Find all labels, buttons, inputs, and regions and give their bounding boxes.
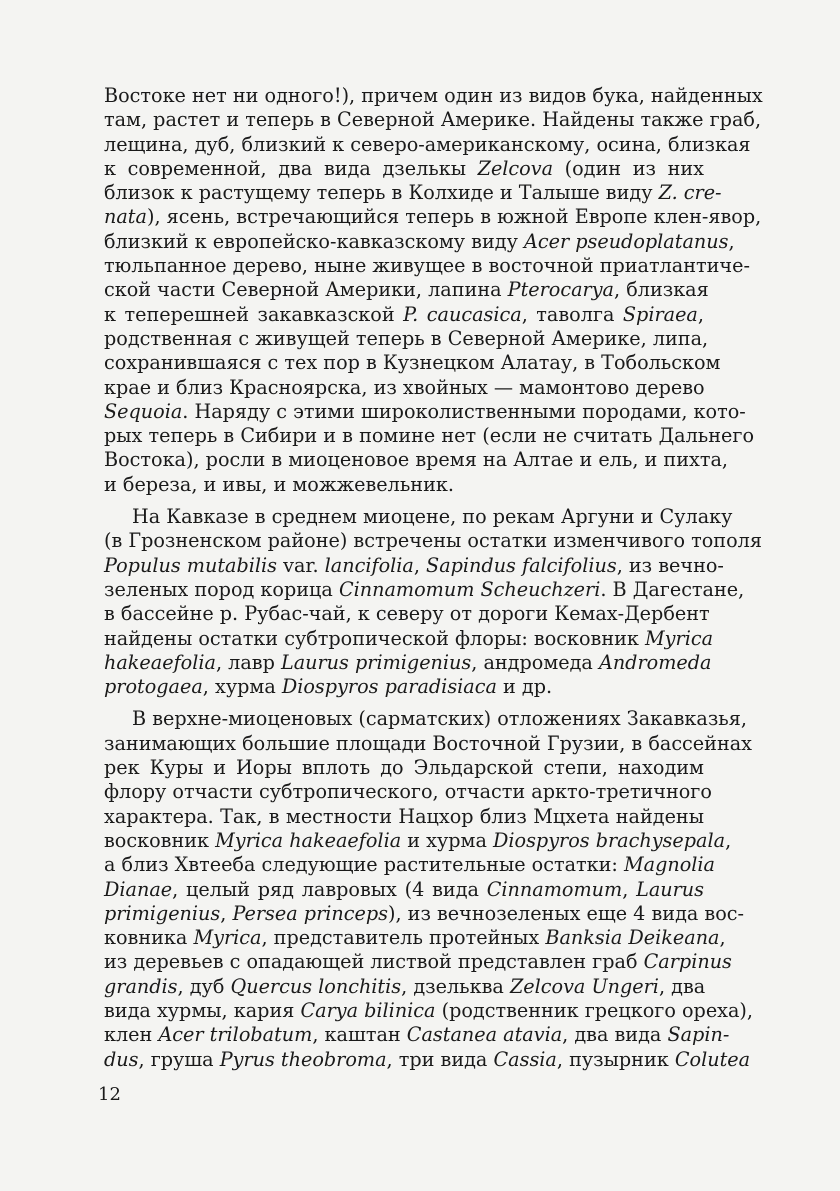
- text-line: Populus mutabilis var. lancifolia, Sapindus falcifolius, из вечно-: [104, 553, 724, 577]
- text-line: ской части Северной Америки, лапина Pterocarya, близкая: [104, 278, 709, 302]
- text-line: там, растет и теперь в Северной Америке. Найдены также граб,: [104, 108, 762, 132]
- text-line: В верхне-миоценовых (сарматских) отложениях Закавказья,: [132, 707, 747, 731]
- paragraph: [104, 84, 763, 497]
- paragraph: [104, 707, 754, 1071]
- text-line: занимающих большие площади Восточной Грузии, в бассейнах: [104, 731, 752, 755]
- paragraph-gap: [104, 497, 704, 505]
- text-line: Востока), росли в миоценовое время на Алтае и ель, и пихта,: [104, 448, 728, 472]
- text-line: флору отчасти субтропического, отчасти аркто-третичного: [104, 780, 712, 804]
- text-line: крае и близ Красноярска, из хвойных — мамонтово дерево: [104, 375, 705, 399]
- text-line: сохранившаяся с тех пор в Кузнецком Алатау, в Тобольском: [104, 351, 721, 375]
- text-line: близок к растущему теперь в Колхиде и Талыше виду Z. cre-: [104, 181, 722, 205]
- text-line: найдены остатки субтропической флоры: восковник Myrica: [104, 626, 714, 650]
- text-line: hakeaefolia, лавр Laurus primigenius, андромеда Andromeda: [104, 650, 712, 674]
- text-line: лещина, дуб, близкий к северо-американскому, осина, близкая: [104, 132, 751, 156]
- text-line: Востоке нет ни одного!), причем один из видов бука, найденных: [104, 84, 763, 107]
- text-line: primigenius, Persea princeps), из вечнозеленых еще 4 вида вос-: [104, 901, 745, 925]
- text-line: grandis, дуб Quercus lonchitis, дзельква Zelcova Ungeri, два: [104, 974, 706, 998]
- text-line: родственная с живущей теперь в Северной Америке, липа,: [104, 326, 709, 350]
- text-line: клен Acer trilobatum, каштан Castanea atavia, два вида Sapin-: [104, 1023, 730, 1047]
- text-line: вида хурмы, кария Carya bilinica (родственник грецкого ореха),: [104, 998, 754, 1022]
- text-line: в бассейне р. Рубас-чай, к северу от дороги Кемах-Дербент: [104, 602, 710, 626]
- text-line: (в Грозненском районе) встречены остатки изменчивого тополя: [104, 529, 762, 553]
- page-number: 12: [98, 1084, 121, 1105]
- body-text: [104, 84, 763, 1072]
- text-line: и береза, и ивы, и можжевельник.: [104, 472, 454, 496]
- text-line: а близ Хвтееба следующие растительные остатки: Magnolia: [104, 853, 715, 877]
- text-line: рых теперь в Сибири и в помине нет (если не считать Дальнего: [104, 424, 755, 448]
- text-line: характера. Так, в местности Нацхор близ Мцхета найдены: [104, 804, 704, 828]
- text-line: к современной, два вида дзелькы Zelcova (один из них: [104, 156, 704, 180]
- text-line: Sequoia. Наряду с этими широколиственными породами, кото-: [104, 399, 746, 423]
- text-line: protogaea, хурма Diospyros paradisiaca и др.: [104, 675, 553, 699]
- text-line: к теперешней закавказской P. caucasica, таволга Spiraea,: [104, 302, 704, 326]
- text-line: рек Куры и Иоры вплоть до Эльдарской степи, находим: [104, 756, 704, 780]
- text-line: восковник Myrica hakeaefolia и хурма Diospyros brachysepala,: [104, 828, 732, 852]
- text-line: nata), ясень, встречающийся теперь в южной Европе клен-явор,: [104, 205, 762, 229]
- text-line: близкий к европейско-кавказскому виду Acer pseudoplatanus,: [104, 229, 735, 253]
- text-line: из деревьев с опадающей листвой представлен граб Carpinus: [104, 950, 732, 974]
- paragraph-gap: [104, 699, 704, 707]
- text-line: тюльпанное дерево, ныне живущее в восточной приатлантиче-: [104, 254, 750, 278]
- text-line: ковника Myrica, представитель протейных Banksia Deikeana,: [104, 926, 726, 950]
- paragraph: [104, 505, 762, 699]
- text-line: зеленых пород корица Cinnamomum Scheuchzeri. В Дагестане,: [104, 577, 745, 601]
- text-line: dus, груша Pyrus theobroma, три вида Cassia, пузырник Colutea: [104, 1047, 751, 1071]
- text-line: Dianae, целый ряд лавровых (4 вида Cinnamomum, Laurus: [104, 877, 704, 901]
- text-line: На Кавказе в среднем миоцене, по рекам Аргуни и Сулаку: [132, 505, 733, 529]
